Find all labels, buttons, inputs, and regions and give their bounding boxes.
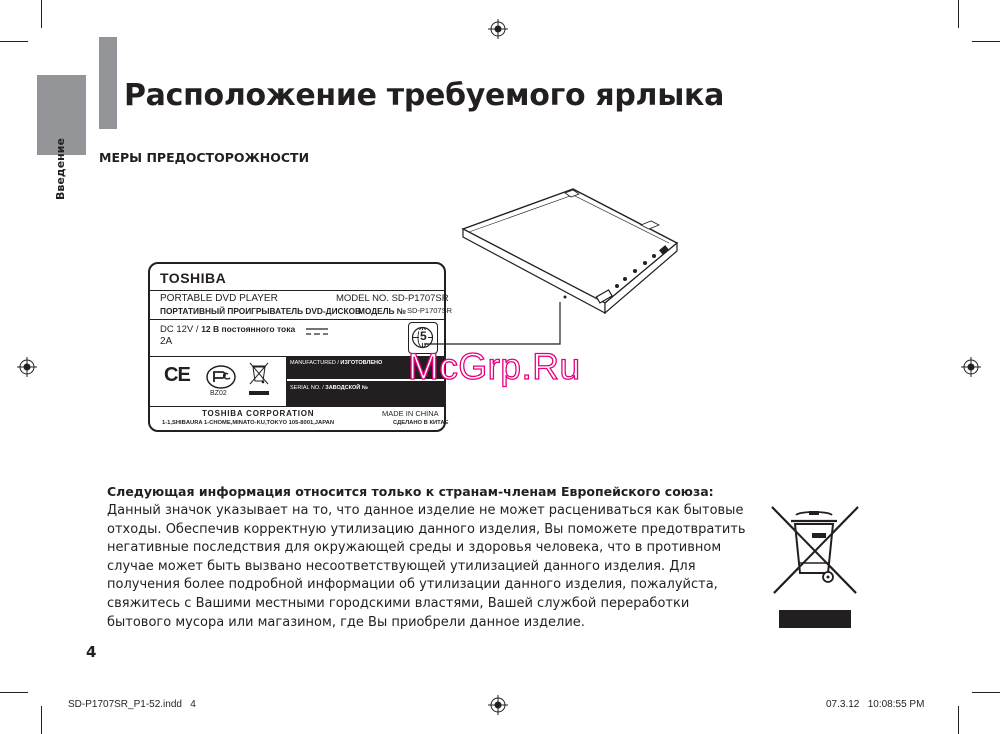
title-accent-bar [99, 37, 117, 129]
crop-mark [0, 692, 28, 693]
registration-mark-icon [17, 357, 37, 377]
eu-info-line: случае может быть вызвано несоответствующей утилизацией данного изделия. Для [107, 558, 696, 574]
crop-mark [958, 706, 959, 734]
label-manufactured-en: MANUFACTURED / [290, 360, 341, 366]
label-model-ru-value: SD-P1707SR [407, 306, 453, 315]
eu-info-line: бытового мусора или магазином, где Вы приобрели данное изделие. [107, 614, 585, 630]
label-serial [290, 385, 368, 391]
weee-date-bar [779, 610, 851, 628]
label-current: 2A [160, 336, 173, 347]
label-power-en: DC 12V / [160, 324, 202, 335]
dc-symbol-icon [306, 328, 328, 336]
rating-label [148, 262, 453, 432]
section-side-label: Введение [54, 138, 67, 200]
crop-mark [0, 41, 28, 42]
eu-info-line: получения более подробной информации об утилизации данного изделия, пожалуйста, [107, 577, 718, 593]
weee-crossed-bin-icon [770, 505, 860, 595]
certification-code: BZ02 [210, 390, 227, 397]
page-number: 4 [86, 643, 97, 661]
label-corporation: TOSHIBA CORPORATION [202, 409, 315, 418]
eu-info-line: свяжитесь с Вашими местными городскими властями, Вашей службой переработки [107, 595, 690, 611]
crop-mark [41, 706, 42, 734]
section-heading: МЕРЫ ПРЕДОСТОРОЖНОСТИ [99, 150, 310, 165]
label-model-en: MODEL NO. SD-P1707SR [336, 293, 449, 304]
footer-filename: SD-P1707SR_P1-52.indd 4 [68, 699, 196, 710]
label-divider [150, 406, 444, 407]
label-power [160, 324, 295, 335]
footer-timestamp: 07.3.12 10:08:55 PM [826, 699, 925, 710]
label-made-in-ru: СДЕЛАНО В КИТАЕ [393, 420, 449, 426]
label-brand: TOSHIBA [160, 270, 227, 286]
registration-mark-icon [488, 19, 508, 39]
page-title: Расположение требуемого ярлыка [124, 78, 725, 113]
ce-mark: CE [164, 364, 190, 386]
eu-info-line: негативные последствия для окружающей среды и здоровья человека, что в противном [107, 540, 722, 556]
label-power-ru: 12 В постоянного тока [201, 324, 296, 334]
crop-mark [958, 0, 959, 28]
label-made-in: MADE IN CHINA [382, 409, 439, 418]
label-product-en: PORTABLE DVD PLAYER [160, 293, 278, 304]
label-divider [150, 290, 444, 291]
label-address: 1-1,SHIBAURA 1-CHOME,MINATO-KU,TOKYO 105-8001,JAPAN [162, 420, 335, 426]
label-manufactured [290, 360, 382, 366]
eu-info-line: отходы. Обеспечив корректную утилизацию данного изделия, Вы поможете предотвратить [107, 521, 746, 537]
region-number: 5 [420, 329, 427, 343]
registration-mark-icon [961, 357, 981, 377]
eu-info-heading: Следующая информация относится только к странам-членам Европейского союза: [107, 484, 714, 499]
label-manufactured-ru: ИЗГОТОВЛЕНО [340, 360, 383, 366]
weee-bin-small-icon [248, 361, 270, 387]
weee-bar-small [249, 391, 269, 395]
registration-mark-icon [488, 695, 508, 715]
label-product-ru: ПОРТАТИВНЫЙ ПРОИГРЫВАТЕЛЬ DVD-ДИСКОВ [160, 306, 362, 316]
label-model-ru-prefix: МОДЕЛЬ № [358, 306, 407, 316]
eu-info-body [107, 502, 746, 632]
crop-mark [972, 692, 1000, 693]
crop-mark [972, 41, 1000, 42]
eu-info-line: Данный значок указывает на то, что данное изделие не может расцениваться как бытовые [107, 503, 744, 518]
gost-certification-icon [204, 362, 238, 392]
watermark: McGrp.Ru [408, 346, 581, 387]
label-serial-ru: ЗАВОДСКОЙ № [325, 385, 368, 391]
crop-mark [41, 0, 42, 28]
label-serial-en: SERIAL NO. / [290, 385, 326, 391]
label-divider [150, 319, 444, 320]
